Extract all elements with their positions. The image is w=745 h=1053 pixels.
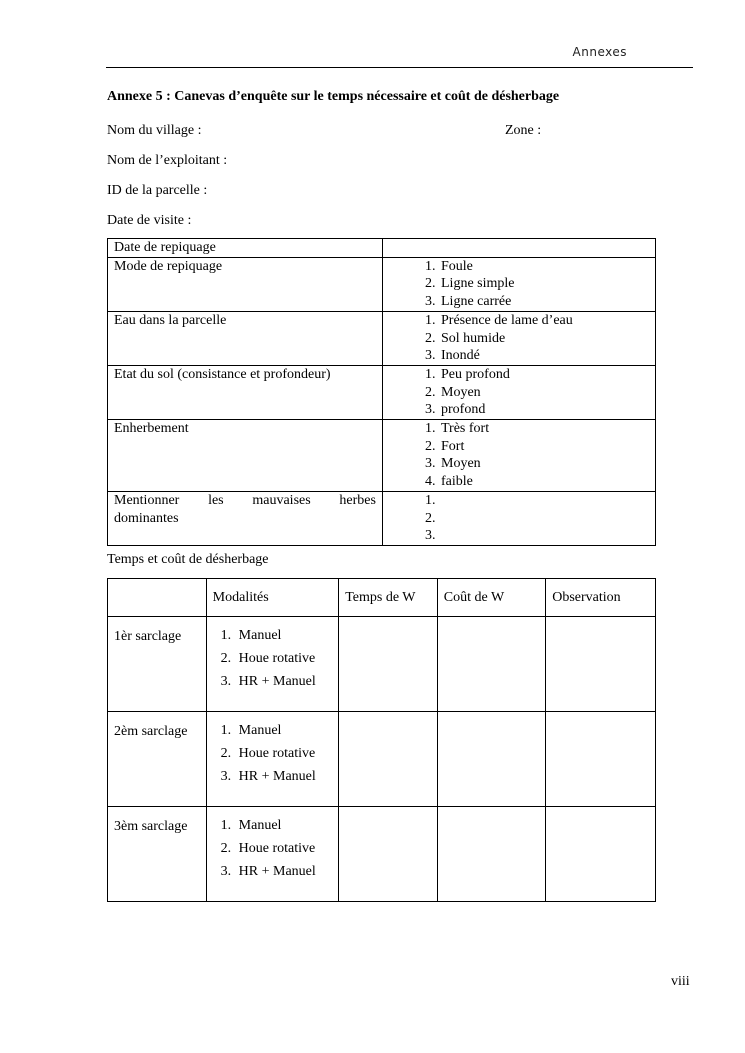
option-item: 1. Très fort xyxy=(439,420,649,438)
option-item[interactable] xyxy=(439,492,649,510)
weeding-pass-label: 3èm sarclage xyxy=(108,807,207,902)
weeding-time-cell[interactable] xyxy=(339,712,438,807)
weeding-pass-label: 2èm sarclage xyxy=(108,712,207,807)
weeding-table xyxy=(107,578,656,902)
field-zone: Zone : xyxy=(505,123,542,138)
option-item: 2. Fort xyxy=(439,438,649,456)
info-question: Eau dans la parcelle xyxy=(108,311,383,365)
option-item: 1. Foule xyxy=(439,258,649,276)
weeding-modalities xyxy=(206,807,339,902)
weeding-cost-cell[interactable] xyxy=(437,712,545,807)
running-header: Annexes xyxy=(572,45,627,59)
weeding-modalities xyxy=(206,617,339,712)
info-options xyxy=(383,420,656,492)
modality-item: 2. Houe rotative xyxy=(235,742,333,765)
field-date-visite: Date de visite : xyxy=(107,213,192,228)
question-word: mauvaises xyxy=(252,492,311,508)
modality-item: 1. Manuel xyxy=(235,624,333,647)
info-row xyxy=(108,239,656,258)
info-question: Mode de repiquage xyxy=(108,257,383,311)
info-row xyxy=(108,491,656,545)
info-question: Date de repiquage xyxy=(108,239,383,258)
weeding-pass-label: 1èr sarclage xyxy=(108,617,207,712)
info-options xyxy=(383,311,656,365)
option-item: 4. faible xyxy=(439,473,649,491)
option-item: 2. Sol humide xyxy=(439,330,649,348)
info-row xyxy=(108,420,656,492)
page-number: viii xyxy=(671,974,690,989)
question-line: dominantes xyxy=(114,510,179,526)
modality-list xyxy=(213,617,333,693)
modality-item: 3. HR + Manuel xyxy=(235,765,333,788)
weeding-observation-cell[interactable] xyxy=(546,617,656,712)
info-row xyxy=(108,365,656,419)
option-item: 3. Inondé xyxy=(439,347,649,365)
info-options xyxy=(383,365,656,419)
info-row xyxy=(108,257,656,311)
weeding-section-title: Temps et coût de désherbage xyxy=(107,552,269,567)
weeding-time-cell[interactable] xyxy=(339,807,438,902)
weeding-row xyxy=(108,807,656,902)
info-row xyxy=(108,311,656,365)
modality-item: 1. Manuel xyxy=(235,719,333,742)
option-item: 3. profond xyxy=(439,401,649,419)
weeding-header-cell xyxy=(108,579,207,617)
question-line xyxy=(114,492,376,510)
option-item: 3. Ligne carrée xyxy=(439,293,649,311)
info-options xyxy=(383,239,656,258)
weeding-cost-cell[interactable] xyxy=(437,807,545,902)
weeding-header-cell: Coût de W xyxy=(437,579,545,617)
question-word: Mentionner xyxy=(114,492,180,508)
options-list xyxy=(389,312,649,365)
info-options xyxy=(383,491,656,545)
annex-title: Annexe 5 : Canevas d’enquête sur le temps nécessaire et coût de désherbage xyxy=(107,89,560,104)
option-item: 2. Moyen xyxy=(439,384,649,402)
option-item[interactable] xyxy=(439,510,649,528)
field-exploitant: Nom de l’exploitant : xyxy=(107,153,228,168)
weeding-row xyxy=(108,617,656,712)
modality-item: 3. HR + Manuel xyxy=(235,670,333,693)
question-word: herbes xyxy=(339,492,376,508)
options-list xyxy=(389,366,649,419)
weeding-header-cell: Temps de W xyxy=(339,579,438,617)
options-list xyxy=(389,492,649,545)
info-question xyxy=(108,491,383,545)
modality-list xyxy=(213,712,333,788)
info-question: Enherbement xyxy=(108,420,383,492)
weeding-time-cell[interactable] xyxy=(339,617,438,712)
options-list xyxy=(389,420,649,491)
modality-item: 3. HR + Manuel xyxy=(235,860,333,883)
header-rule xyxy=(106,67,693,68)
weeding-observation-cell[interactable] xyxy=(546,712,656,807)
field-village: Nom du village : xyxy=(107,123,202,138)
weeding-row xyxy=(108,712,656,807)
weeding-header-cell: Observation xyxy=(546,579,656,617)
weeding-header-cell: Modalités xyxy=(206,579,339,617)
info-options xyxy=(383,257,656,311)
modality-item: 1. Manuel xyxy=(235,814,333,837)
modality-item: 2. Houe rotative xyxy=(235,837,333,860)
plot-info-table xyxy=(107,238,656,546)
info-question: Etat du sol (consistance et profondeur) xyxy=(108,365,383,419)
field-parcelle: ID de la parcelle : xyxy=(107,183,208,198)
option-item: 3. Moyen xyxy=(439,455,649,473)
question-word: les xyxy=(208,492,224,508)
option-item: 1. Peu profond xyxy=(439,366,649,384)
options-list xyxy=(389,258,649,311)
modality-item: 2. Houe rotative xyxy=(235,647,333,670)
weeding-cost-cell[interactable] xyxy=(437,617,545,712)
weeding-observation-cell[interactable] xyxy=(546,807,656,902)
weeding-modalities xyxy=(206,712,339,807)
option-item: 2. Ligne simple xyxy=(439,275,649,293)
option-item: 1. Présence de lame d’eau xyxy=(439,312,649,330)
modality-list xyxy=(213,807,333,883)
option-item[interactable] xyxy=(439,527,649,545)
